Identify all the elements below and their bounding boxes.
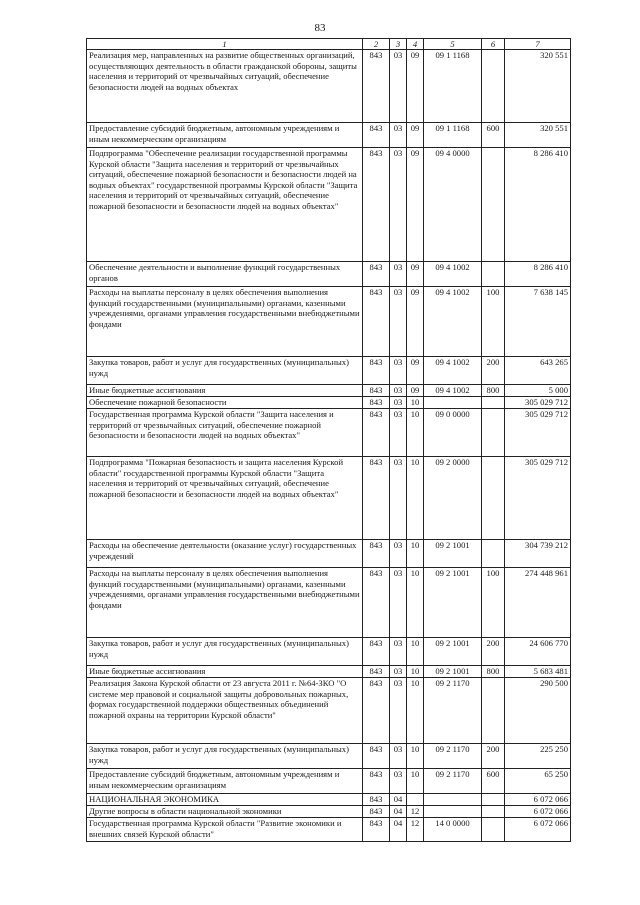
row-subsection: 09: [407, 287, 424, 357]
row-expense-type: [482, 678, 505, 744]
row-name: Подпрограмма "Обеспечение реализации государственной программы Курской области "Защита населения и территорий от чрезвычайных ситуаций, обеспечение пожарной безопасности и безопасности людей на водных объектах" государственной программы Курской области "Защита населения и территорий от чрезвычайных ситуаций, обеспечение пожарной безопасности и безопасности людей на водных объектах": [87, 148, 363, 262]
row-target-article: 09 2 1170: [424, 744, 482, 769]
row-section: 03: [390, 385, 407, 397]
table-row: [87, 769, 571, 794]
row-target-article: 09 4 1002: [424, 287, 482, 357]
row-target-article: 09 1 1168: [424, 50, 482, 123]
row-admin-code: 843: [363, 123, 390, 148]
row-section: 03: [390, 409, 407, 457]
row-expense-type: [482, 794, 505, 806]
row-amount: 7 638 145: [505, 287, 571, 357]
row-name: Подпрограмма "Пожарная безопасность и защита населения Курской области" государственной программы Курской области "Защита населения и территорий от чрезвычайных ситуаций, обеспечение пожарной безопасности и безопасности людей на водных объектах": [87, 457, 363, 540]
row-target-article: [424, 794, 482, 806]
row-target-article: 09 2 1170: [424, 769, 482, 794]
row-admin-code: 843: [363, 262, 390, 287]
row-expense-type: [482, 818, 505, 842]
row-subsection: 09: [407, 123, 424, 148]
row-expense-type: 600: [482, 123, 505, 148]
row-amount: 643 265: [505, 357, 571, 385]
row-section: 04: [390, 818, 407, 842]
table-row: [87, 457, 571, 540]
table-header-row: [87, 39, 571, 50]
row-name: Иные бюджетные ассигнования: [87, 385, 363, 397]
row-admin-code: 843: [363, 540, 390, 568]
row-admin-code: 843: [363, 769, 390, 794]
table-row: [87, 397, 571, 409]
row-name: Другие вопросы в области национальной экономики: [87, 806, 363, 818]
row-name: Государственная программа Курской области "Развитие экономики и внешних связей Курской области": [87, 818, 363, 842]
row-expense-type: [482, 409, 505, 457]
row-section: 03: [390, 540, 407, 568]
row-amount: 8 286 410: [505, 262, 571, 287]
row-name: Обеспечение пожарной безопасности: [87, 397, 363, 409]
row-amount: 304 739 212: [505, 540, 571, 568]
row-expense-type: 800: [482, 385, 505, 397]
row-name: Расходы на выплаты персоналу в целях обеспечения выполнения функций государственными (муниципальными) органами, казенными учреждениями, органами управления государственными внебюджетными фондами: [87, 287, 363, 357]
row-section: 03: [390, 262, 407, 287]
table-row: [87, 806, 571, 818]
row-amount: 305 029 712: [505, 457, 571, 540]
column-header: 7: [505, 39, 571, 50]
row-expense-type: [482, 806, 505, 818]
row-admin-code: 843: [363, 638, 390, 666]
row-subsection: 10: [407, 540, 424, 568]
row-amount: 6 072 066: [505, 818, 571, 842]
table-row: [87, 540, 571, 568]
row-name: Реализация мер, направленных на развитие общественных организаций, осуществляющих деятельность в области гражданской обороны, защиты населения и территорий от чрезвычайных ситуаций, обеспечение безопасности людей на водных объектах: [87, 50, 363, 123]
row-target-article: 09 1 1168: [424, 123, 482, 148]
row-subsection: 10: [407, 397, 424, 409]
row-amount: 305 029 712: [505, 409, 571, 457]
column-header: 3: [390, 39, 407, 50]
table-row: [87, 123, 571, 148]
row-target-article: 09 4 0000: [424, 148, 482, 262]
row-section: 04: [390, 794, 407, 806]
row-section: 03: [390, 287, 407, 357]
row-expense-type: [482, 262, 505, 287]
row-section: 03: [390, 50, 407, 123]
row-target-article: 09 4 1002: [424, 262, 482, 287]
row-amount: 290 500: [505, 678, 571, 744]
page-number: 83: [314, 22, 326, 34]
row-subsection: 10: [407, 457, 424, 540]
row-section: 04: [390, 806, 407, 818]
table-row: [87, 794, 571, 806]
table-row: [87, 678, 571, 744]
row-expense-type: 100: [482, 287, 505, 357]
row-section: 03: [390, 678, 407, 744]
budget-table: [86, 38, 571, 842]
row-expense-type: 200: [482, 638, 505, 666]
row-section: 03: [390, 769, 407, 794]
row-section: 03: [390, 744, 407, 769]
row-admin-code: 843: [363, 287, 390, 357]
row-admin-code: 843: [363, 744, 390, 769]
row-expense-type: 200: [482, 744, 505, 769]
row-section: 03: [390, 123, 407, 148]
row-admin-code: 843: [363, 148, 390, 262]
row-subsection: 10: [407, 568, 424, 638]
row-admin-code: 843: [363, 794, 390, 806]
row-name: Предоставление субсидий бюджетным, автономным учреждениям и иным некоммерческим организациям: [87, 123, 363, 148]
row-subsection: 10: [407, 769, 424, 794]
row-admin-code: 843: [363, 357, 390, 385]
row-section: 03: [390, 357, 407, 385]
row-amount: 5 683 481: [505, 666, 571, 678]
row-target-article: 09 2 1170: [424, 678, 482, 744]
row-expense-type: 600: [482, 769, 505, 794]
row-name: Государственная программа Курской области "Защита населения и территорий от чрезвычайных ситуаций, обеспечение пожарной безопасности и безопасности людей на водных объектах": [87, 409, 363, 457]
row-subsection: 09: [407, 148, 424, 262]
row-name: Предоставление субсидий бюджетным, автономным учреждениям и иным некоммерческим организациям: [87, 769, 363, 794]
row-section: 03: [390, 638, 407, 666]
table-row: [87, 287, 571, 357]
row-section: 03: [390, 568, 407, 638]
table-row: [87, 744, 571, 769]
row-admin-code: 843: [363, 568, 390, 638]
row-expense-type: [482, 540, 505, 568]
row-admin-code: 843: [363, 397, 390, 409]
row-target-article: 14 0 0000: [424, 818, 482, 842]
column-header: 1: [87, 39, 363, 50]
row-admin-code: 843: [363, 806, 390, 818]
table-row: [87, 262, 571, 287]
row-name: Закупка товаров, работ и услуг для государственных (муниципальных) нужд: [87, 744, 363, 769]
row-section: 03: [390, 397, 407, 409]
row-amount: 24 606 770: [505, 638, 571, 666]
row-section: 03: [390, 457, 407, 540]
row-amount: 274 448 961: [505, 568, 571, 638]
column-header: 6: [482, 39, 505, 50]
row-subsection: 09: [407, 385, 424, 397]
row-subsection: 12: [407, 806, 424, 818]
column-header: 5: [424, 39, 482, 50]
row-section: 03: [390, 666, 407, 678]
row-admin-code: 843: [363, 666, 390, 678]
row-target-article: [424, 397, 482, 409]
row-expense-type: [482, 148, 505, 262]
row-amount: 5 000: [505, 385, 571, 397]
row-subsection: 10: [407, 666, 424, 678]
row-subsection: 09: [407, 357, 424, 385]
row-target-article: 09 2 1001: [424, 540, 482, 568]
table-row: [87, 357, 571, 385]
row-admin-code: 843: [363, 457, 390, 540]
row-name: Обеспечение деятельности и выполнение функций государственных органов: [87, 262, 363, 287]
row-admin-code: 843: [363, 409, 390, 457]
row-admin-code: 843: [363, 50, 390, 123]
row-expense-type: 800: [482, 666, 505, 678]
column-header: 4: [407, 39, 424, 50]
row-subsection: 12: [407, 818, 424, 842]
row-amount: 8 286 410: [505, 148, 571, 262]
row-name: НАЦИОНАЛЬНАЯ ЭКОНОМИКА: [87, 794, 363, 806]
row-target-article: 09 0 0000: [424, 409, 482, 457]
table-row: [87, 638, 571, 666]
row-amount: 65 250: [505, 769, 571, 794]
row-name: Расходы на обеспечение деятельности (оказание услуг) государственных учреждений: [87, 540, 363, 568]
row-subsection: 09: [407, 262, 424, 287]
row-amount: 225 250: [505, 744, 571, 769]
row-section: 03: [390, 148, 407, 262]
row-name: Закупка товаров, работ и услуг для государственных (муниципальных) нужд: [87, 638, 363, 666]
row-expense-type: 200: [482, 357, 505, 385]
row-target-article: 09 2 1001: [424, 568, 482, 638]
table-row: [87, 666, 571, 678]
row-target-article: 09 4 1002: [424, 357, 482, 385]
row-admin-code: 843: [363, 678, 390, 744]
row-amount: 6 072 066: [505, 806, 571, 818]
row-target-article: [424, 806, 482, 818]
row-expense-type: [482, 457, 505, 540]
row-expense-type: [482, 50, 505, 123]
row-subsection: [407, 794, 424, 806]
row-subsection: 10: [407, 744, 424, 769]
row-amount: 320 551: [505, 123, 571, 148]
row-subsection: 10: [407, 409, 424, 457]
table-row: [87, 50, 571, 123]
row-target-article: 09 4 1002: [424, 385, 482, 397]
row-expense-type: [482, 397, 505, 409]
row-name: Реализация Закона Курской области от 23 августа 2011 г. №64-ЗКО "О системе мер правовой и социальной защиты добровольных пожарных, формах государственной поддержки общественных объединений пожарной охраны на территории Курской области": [87, 678, 363, 744]
row-amount: 6 072 066: [505, 794, 571, 806]
row-target-article: 09 2 1001: [424, 666, 482, 678]
row-admin-code: 843: [363, 818, 390, 842]
row-amount: 320 551: [505, 50, 571, 123]
row-name: Закупка товаров, работ и услуг для государственных (муниципальных) нужд: [87, 357, 363, 385]
row-subsection: 09: [407, 50, 424, 123]
row-name: Иные бюджетные ассигнования: [87, 666, 363, 678]
row-expense-type: 100: [482, 568, 505, 638]
row-subsection: 10: [407, 678, 424, 744]
column-header: 2: [363, 39, 390, 50]
table-row: [87, 409, 571, 457]
table-row: [87, 568, 571, 638]
table-row: [87, 385, 571, 397]
row-subsection: 10: [407, 638, 424, 666]
row-amount: 305 029 712: [505, 397, 571, 409]
row-name: Расходы на выплаты персоналу в целях обеспечения выполнения функций государственными (муниципальными) органами, казенными учреждениями, органами управления государственными внебюджетными фондами: [87, 568, 363, 638]
row-target-article: 09 2 0000: [424, 457, 482, 540]
table-row: [87, 818, 571, 842]
row-admin-code: 843: [363, 385, 390, 397]
table-row: [87, 148, 571, 262]
row-target-article: 09 2 1001: [424, 638, 482, 666]
